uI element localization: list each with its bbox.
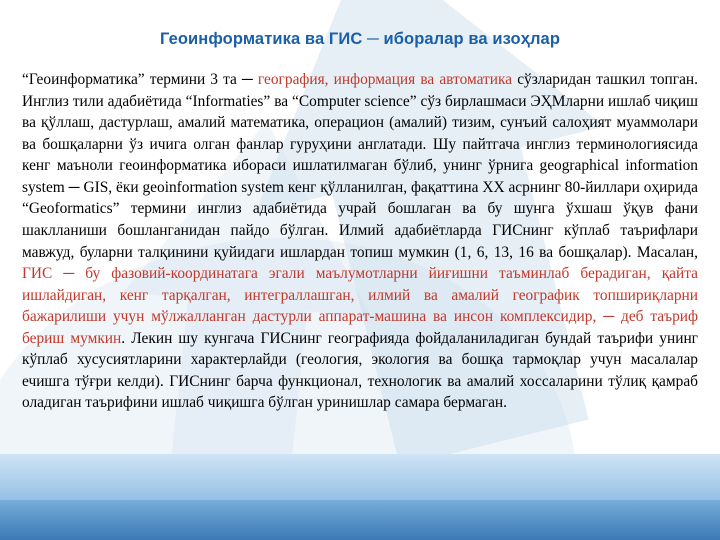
body-text-segment-2: сўзларидан ташкил топган. Инглиз тили адабиётида “Informaties” ва “Computer science” сўз бирлашмаси ЭҲМларни ишлаб чиқиш ва қўллаш, дастурлаш, амалий математика, операцион (амалий) тизим, сунъий салоҳият муаммолари ва бошқаларни ўз ичига олган фанлар гуруҳини англатади. Шу пайтгача инглиз терминологиясида кенг маъноли геоинформатика ибораси ишлатилмаган бўлиб, унинг ўрнига geographical information system ─ GIS, ёки geoinformation system кенг қўлланилган, фақаттина ХХ асрнинг 80-йиллари оҳирида “Geoformatics” термини инглиз адабиётида учрай бошлаган ва бу шунга ўхшаш ўқув фани шаклланиши бошланганидан пайдо бўлган. Илмий адабиётларда ГИСнинг кўплаб таърифлари мавжуд, буларни талқинини қуйидаги ишлардан топиш мумкин (1, 6, 13, 16 ва бошқалар). Масалан, (22, 71, 699, 261)
slide-title: Геоинформатика ва ГИС ─ иборалар ва изоҳлар (159, 30, 561, 48)
bottom-gradient-band-accent (0, 500, 720, 540)
body-text-highlight-2: ГИС ─ бу фазовий-координатага эгали маълумотларни йиғишни таъминлаб берадиган, қайта ишлайдиган, кенг тарқалган, интеграллашган, илмий ва амалий географик топшириқларни бажарилиши учун мўлжалланган дастурли аппарат-машина ва инсон комплексидир, ─ деб таъриф бериш мумкин (22, 265, 698, 347)
slide-body-paragraph (22, 69, 698, 414)
bottom-gradient-band (0, 454, 720, 540)
body-text-segment-1: “Геоинформатика” термини 3 та ─ (22, 71, 258, 88)
body-text-highlight-1: география, информация ва автоматика (257, 71, 513, 88)
body-text-segment-3: . Лекин шу кунгача ГИСнинг географияда фойдаланиладиган бундай таърифи унинг кўплаб хусусиятларини характерлайди (геология, экология ва бошқа тармоқлар учун масалалар ечишга тўғри келди). ГИСнинг барча функционал, технологик ва амалий хоссаларини тўлиқ қамраб оладиган таърифини ишлаб чиқишга бўлган уринишлар самара бермаган. (22, 329, 698, 412)
